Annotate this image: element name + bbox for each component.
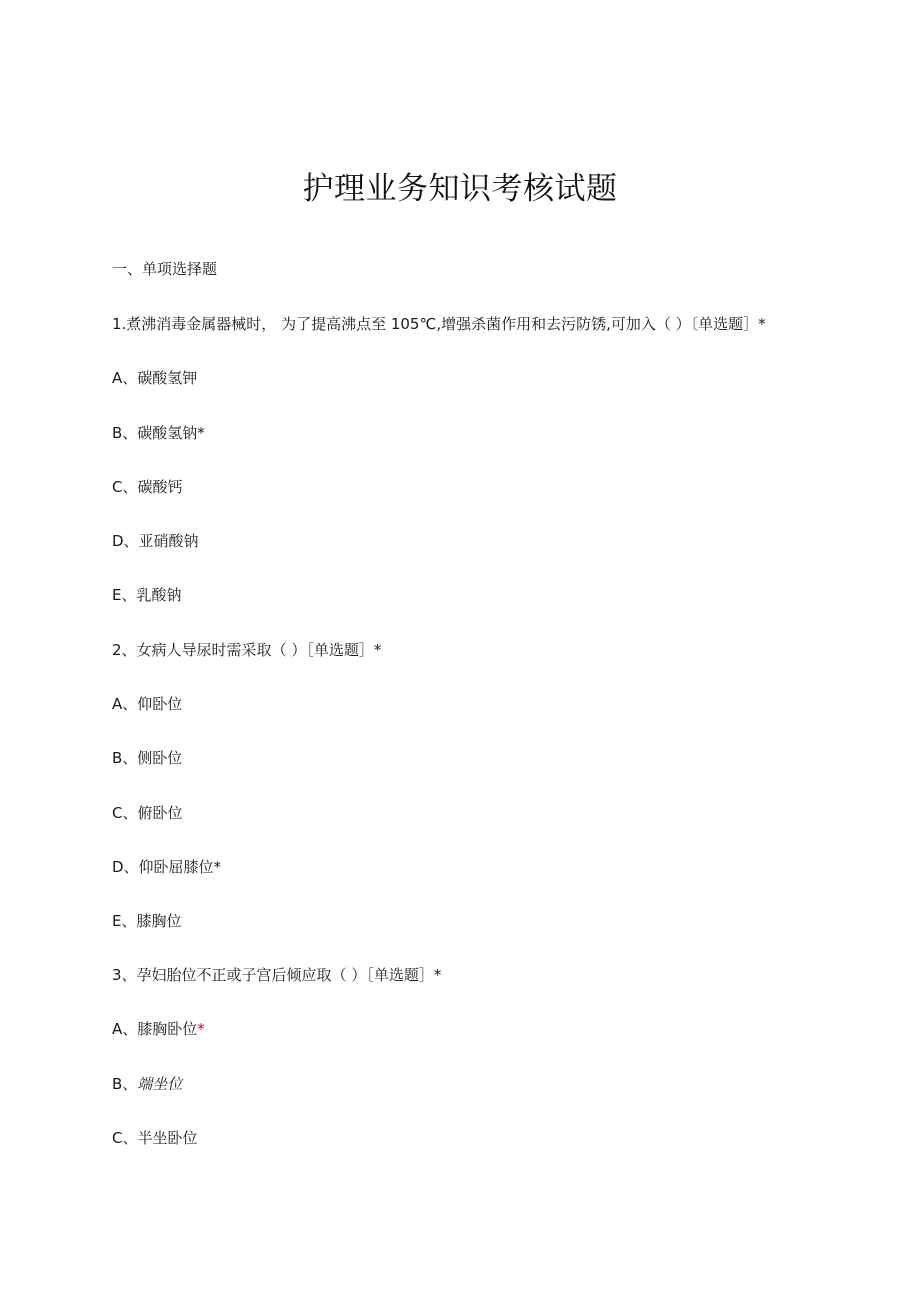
option-text: 端坐位: [137, 1075, 183, 1093]
page-title: 护理业务知识考核试题: [302, 171, 618, 207]
question-2-option-b[interactable]: B、侧卧位: [112, 749, 183, 767]
question-2-option-c[interactable]: C、俯卧位: [112, 804, 183, 822]
section-heading: 一、单项选择题: [112, 260, 218, 278]
question-1-option-c[interactable]: C、碳酸钙: [112, 478, 183, 496]
question-2-option-a[interactable]: A、仰卧位: [112, 695, 183, 713]
question-3-option-a[interactable]: [112, 1019, 205, 1039]
question-2-option-e[interactable]: E、膝胸位: [112, 912, 182, 930]
question-3-option-c[interactable]: C、半坐卧位: [112, 1129, 198, 1147]
answer-mark: *: [197, 1020, 205, 1038]
question-2-stem: 2、女病人导尿时需采取（ ）［单选题］*: [112, 641, 382, 659]
question-2-option-d[interactable]: D、仰卧屈膝位*: [112, 858, 222, 876]
question-3-stem: 3、孕妇胎位不正或子宫后倾应取（ ）［单选题］*: [112, 966, 442, 984]
question-1-option-e[interactable]: E、乳酸钠: [112, 586, 182, 604]
question-1-option-a[interactable]: A、碳酸氢钾: [112, 369, 198, 387]
option-prefix: B、: [112, 1075, 138, 1093]
question-3-option-b[interactable]: [112, 1074, 182, 1094]
option-text: A、膝胸卧位: [112, 1020, 198, 1038]
question-1-stem: 1.煮沸消毒金属器械时， 为了提高沸点至 105℃,增强杀菌作用和去污防锈,可加入（ ）〔单选题］*: [112, 315, 766, 333]
question-1-option-b[interactable]: B、碳酸氢钠*: [112, 424, 205, 442]
question-1-option-d[interactable]: D、亚硝酸钠: [112, 532, 199, 550]
